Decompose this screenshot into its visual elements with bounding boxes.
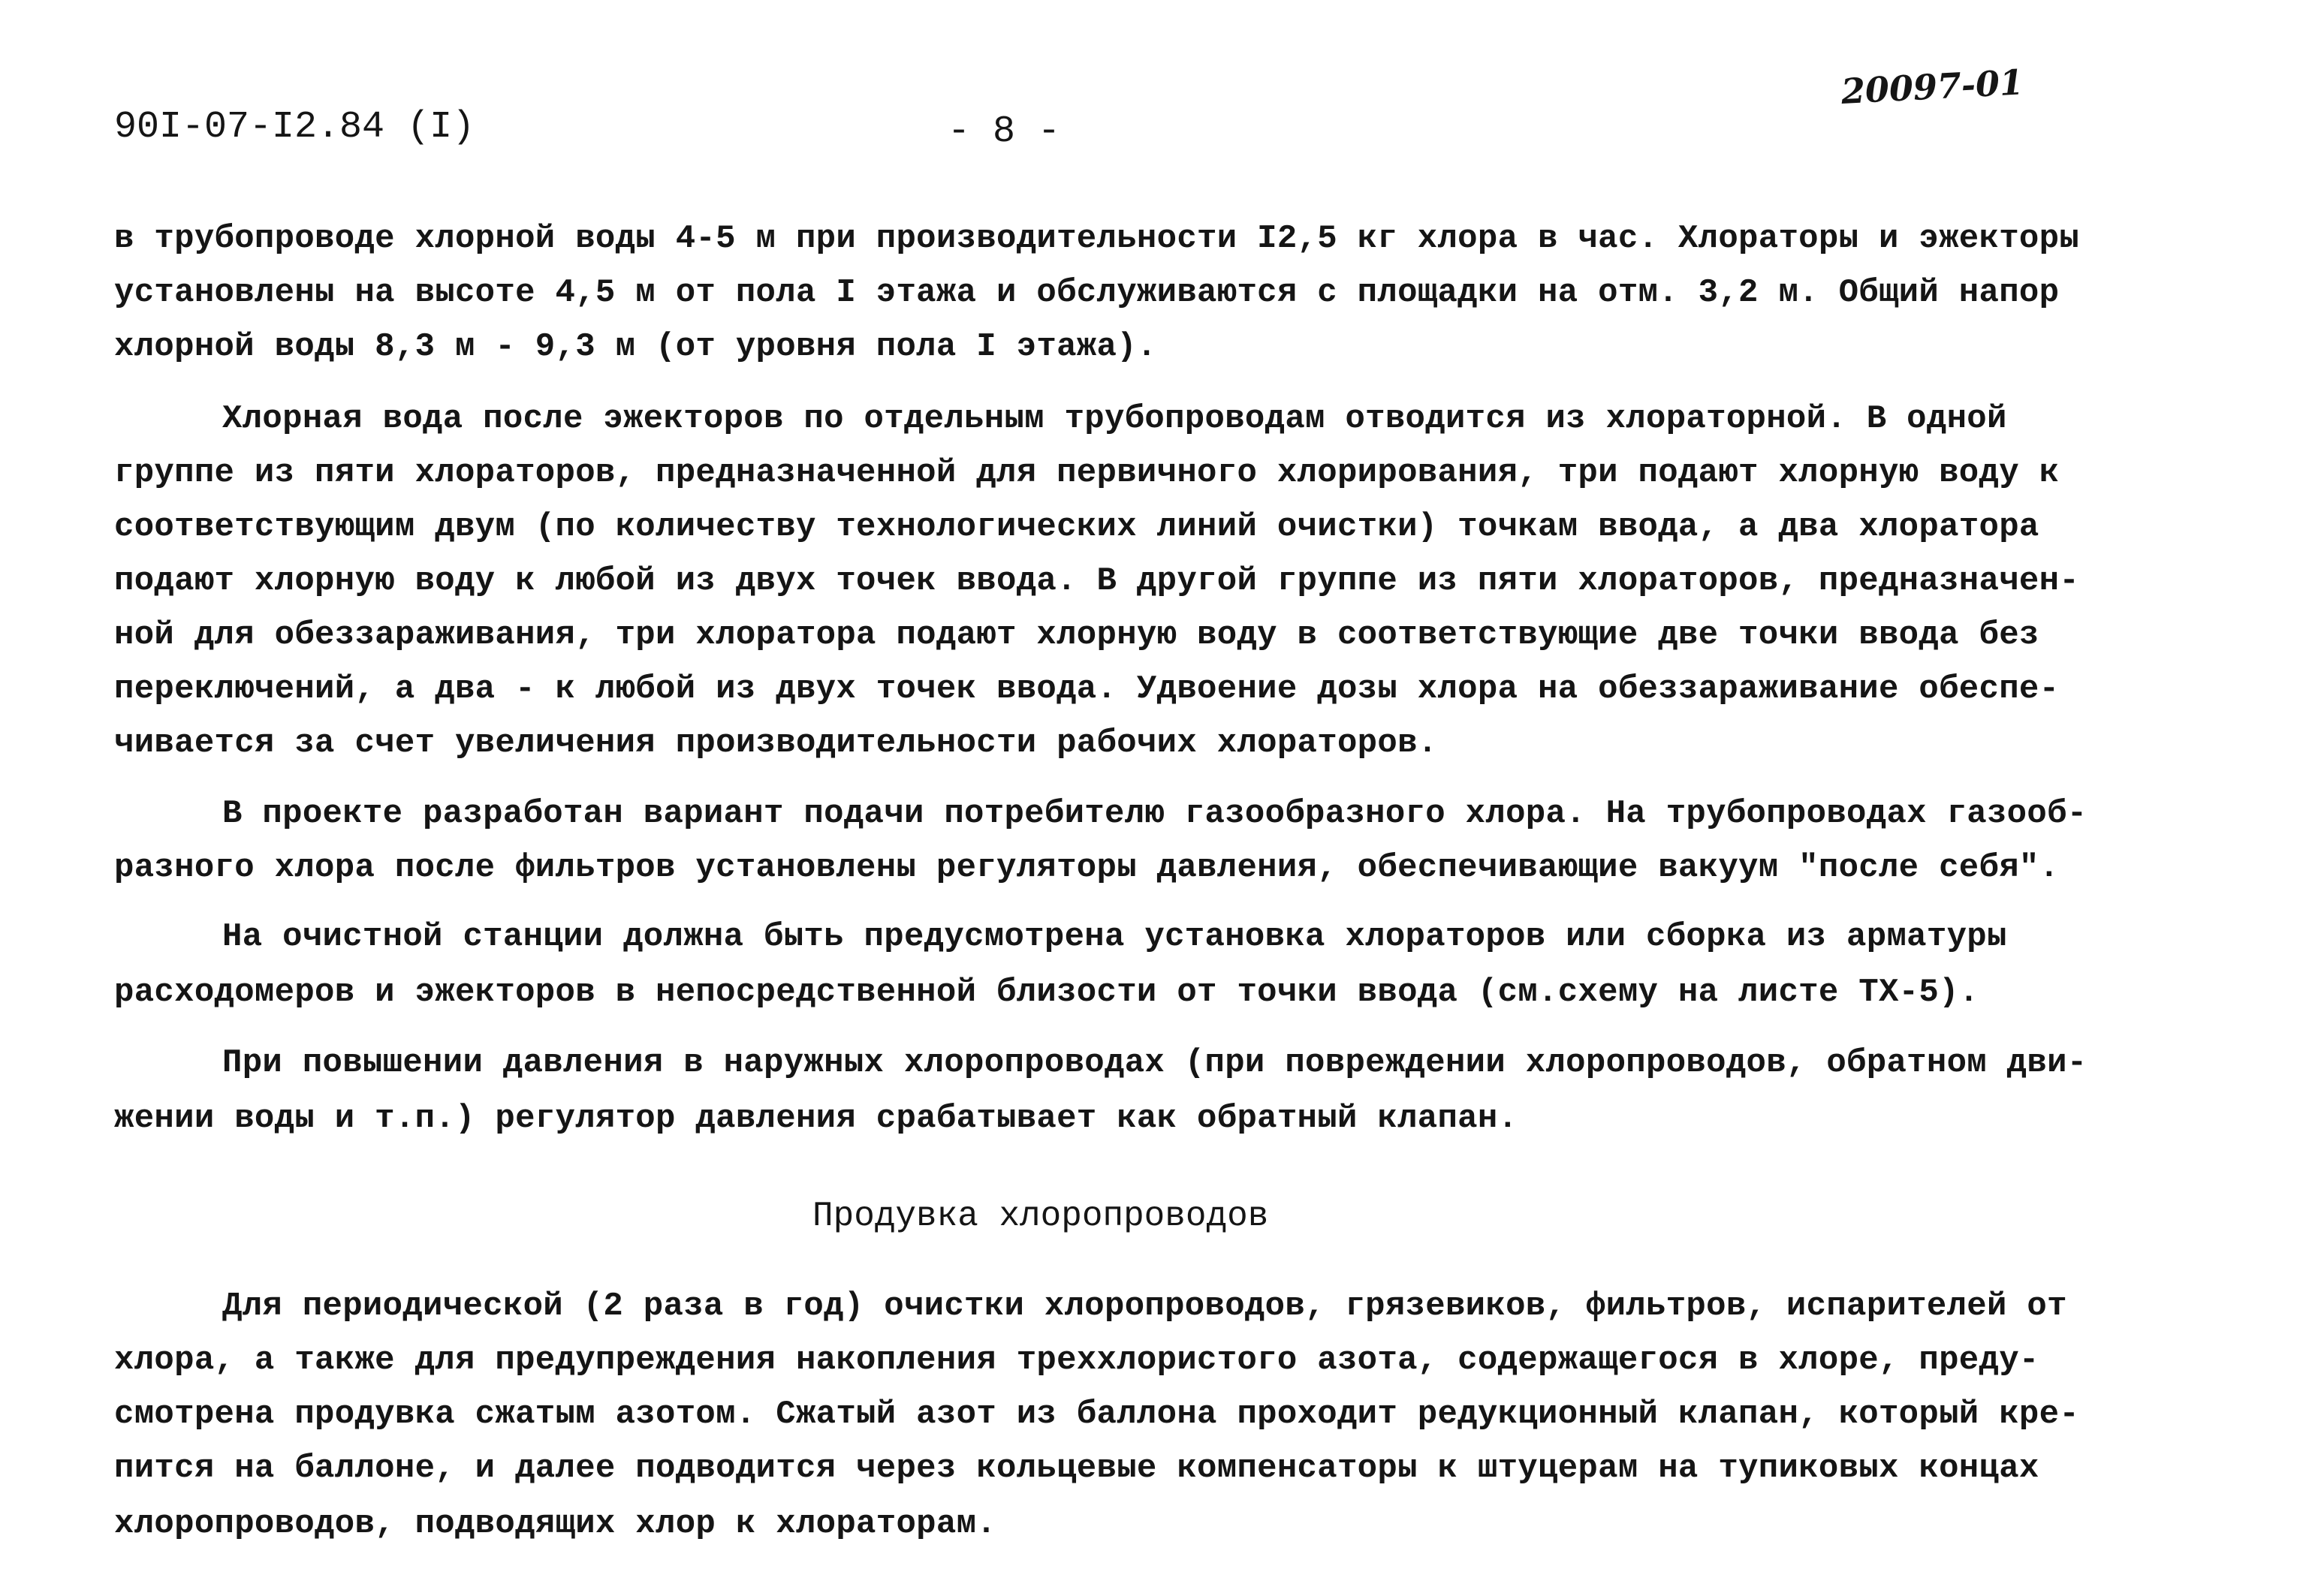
text-line: При повышении давления в наружных хлоропроводах (при повреждении хлоропроводов, обратном дви- (222, 1044, 2087, 1082)
text-line: в трубопроводе хлорной воды 4-5 м при производительности I2,5 кг хлора в час. Хлораторы и эжекторы (114, 220, 2080, 257)
text-line: расходомеров и эжекторов в непосредственной близости от точки ввода (см.схему на листе ТХ-5). (114, 974, 1979, 1011)
text-line: На очистной станции должна быть предусмотрена установка хлораторов или сборка из арматуры (222, 918, 2007, 956)
section-heading: Продувка хлоропроводов (812, 1197, 1269, 1236)
text-line: хлоропроводов, подводящих хлор к хлораторам. (114, 1505, 996, 1543)
text-line: смотрена продувка сжатым азотом. Сжатый азот из баллона проходит редукционный клапан, который кре- (114, 1396, 2080, 1433)
page-number: - 8 - (948, 110, 1061, 153)
text-line: переключений, а два - к любой из двух точек ввода. Удвоение дозы хлора на обеззараживание обеспе- (114, 670, 2060, 708)
text-line: чивается за счет увеличения производительности рабочих хлораторов. (114, 724, 1438, 762)
text-line: разного хлора после фильтров установлены регуляторы давления, обеспечивающие вакуум "после себя". (114, 849, 2060, 887)
text-line: Хлорная вода после эжекторов по отдельным трубопроводам отводится из хлораторной. В одной (222, 400, 2007, 438)
text-line: соответствующим двум (по количеству технологических линий очистки) точкам ввода, а два хлоратора (114, 508, 2039, 546)
text-line: В проекте разработан вариант подачи потребителю газообразного хлора. На трубопроводах газооб- (222, 795, 2087, 833)
handwritten-number: 20097-01 (1840, 62, 2025, 112)
document-code: 90I-07-I2.84 (I) (114, 106, 475, 149)
text-line: хлора, а также для предупреждения накопления треххлористого азота, содержащегося в хлоре, преду- (114, 1342, 2039, 1379)
text-line: установлены на высоте 4,5 м от пола I этажа и обслуживаются с площадки на отм. 3,2 м. Общий напор (114, 274, 2060, 312)
text-line: Для периодической (2 раза в год) очистки хлоропроводов, грязевиков, фильтров, испарителей от (222, 1287, 2067, 1325)
text-line: ной для обеззараживания, три хлоратора подают хлорную воду в соответствующие две точки ввода без (114, 616, 2039, 654)
text-line: группе из пяти хлораторов, предназначенной для первичного хлорирования, три подают хлорную воду к (114, 454, 2060, 492)
text-line: хлорной воды 8,3 м - 9,3 м (от уровня пола I этажа). (114, 328, 1157, 366)
text-line: пится на баллоне, и далее подводится через кольцевые компенсаторы к штуцерам на тупиковых концах (114, 1450, 2039, 1487)
text-line: жении воды и т.п.) регулятор давления срабатывает как обратный клапан. (114, 1100, 1518, 1137)
text-line: подают хлорную воду к любой из двух точек ввода. В другой группе из пяти хлораторов, предназначен- (114, 562, 2080, 600)
